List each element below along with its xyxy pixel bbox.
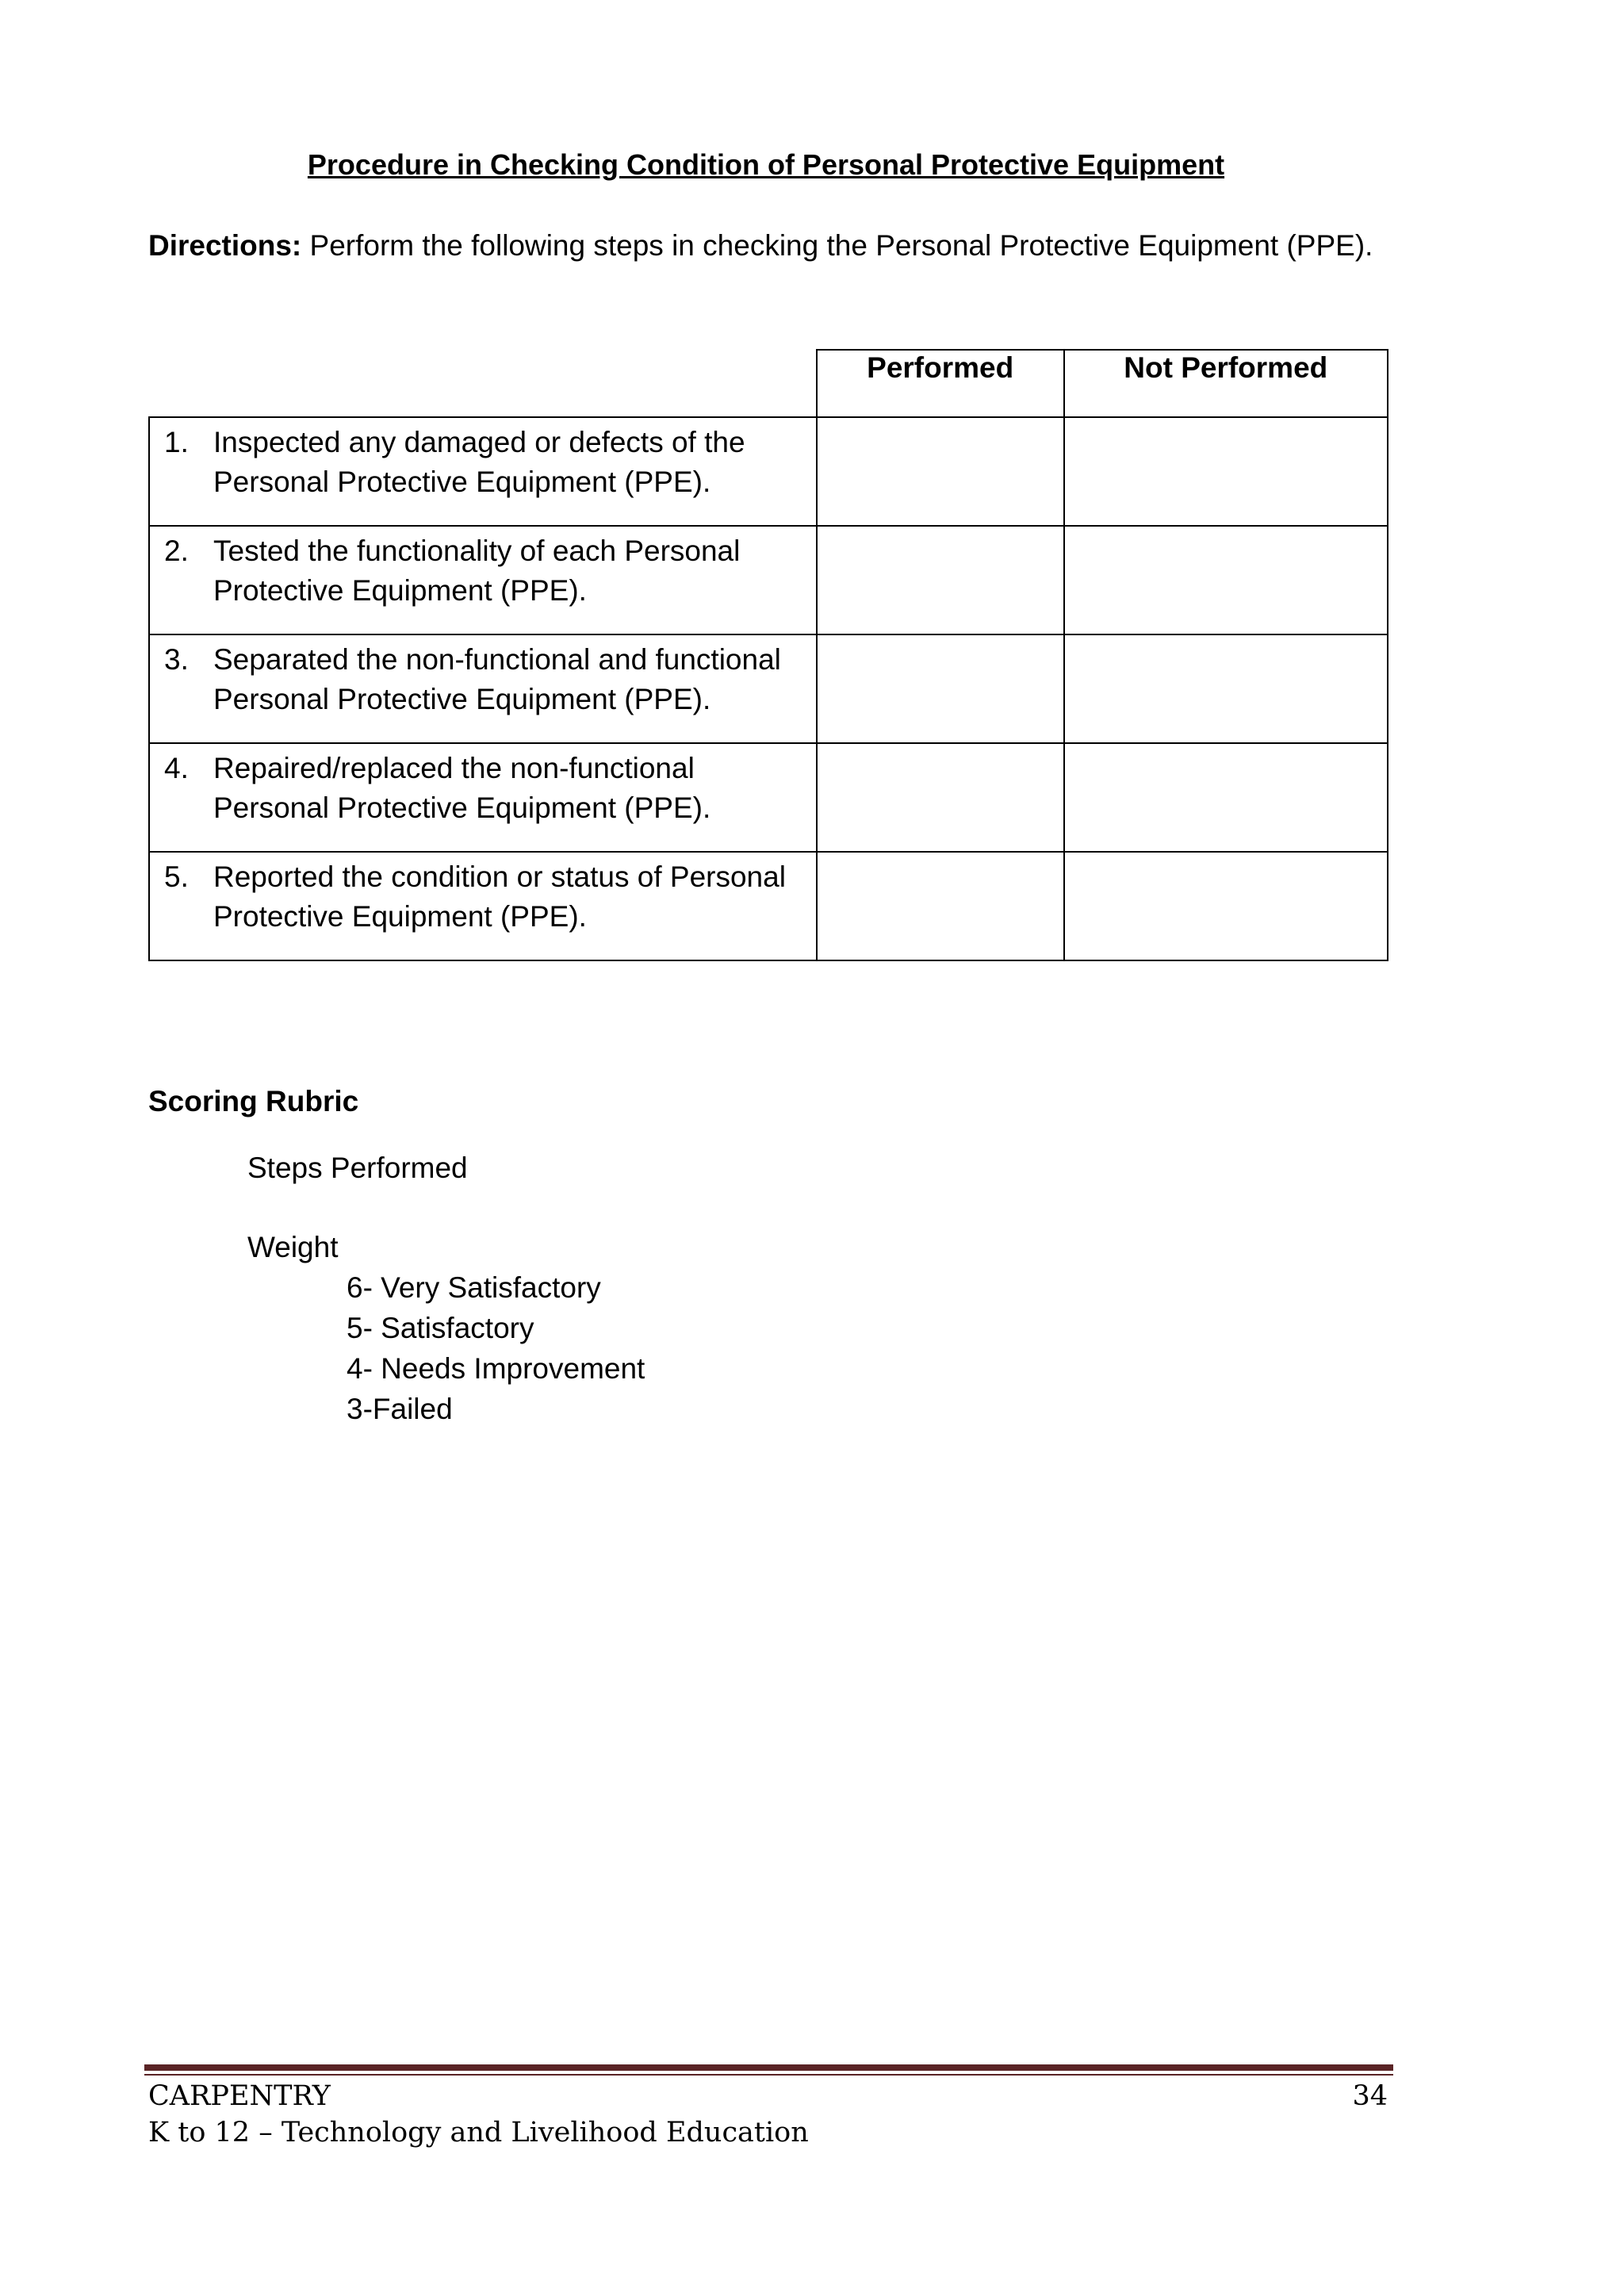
table-row [149, 852, 1388, 960]
step-number: 1. [164, 426, 189, 458]
directions-label: Directions: [148, 229, 302, 262]
step-cell [149, 634, 817, 743]
table-header-row [149, 350, 1388, 417]
step-text: Tested the functionality of each Personal Protective Equipment (PPE). [213, 535, 741, 607]
table-row [149, 526, 1388, 634]
performed-checkbox-cell[interactable] [817, 634, 1064, 743]
not-performed-checkbox-cell[interactable] [1064, 634, 1388, 743]
weight-item: 3-Failed [347, 1393, 453, 1425]
performed-checkbox-cell[interactable] [817, 743, 1064, 852]
step-text: Separated the non-functional and functional Personal Protective Equipment (PPE). [213, 643, 781, 715]
footer-course: K to 12 – Technology and Livelihood Education [148, 2117, 809, 2148]
step-cell [149, 743, 817, 852]
not-performed-checkbox-cell[interactable] [1064, 743, 1388, 852]
performed-checkbox-cell[interactable] [817, 526, 1064, 634]
step-cell [149, 852, 817, 960]
not-performed-checkbox-cell[interactable] [1064, 526, 1388, 634]
header-blank-cell [149, 350, 817, 417]
not-performed-checkbox-cell[interactable] [1064, 417, 1388, 526]
weight-item: 6- Very Satisfactory [347, 1271, 601, 1304]
step-cell [149, 417, 817, 526]
steps-performed-label: Steps Performed [247, 1152, 468, 1184]
footer-rule [144, 2064, 1393, 2071]
table-row [149, 743, 1388, 852]
step-number: 2. [164, 535, 189, 567]
weight-label: Weight [247, 1231, 339, 1263]
performed-checkbox-cell[interactable] [817, 417, 1064, 526]
weight-item: 5- Satisfactory [347, 1312, 534, 1344]
header-not-performed: Not Performed [1064, 350, 1388, 417]
table-row [149, 417, 1388, 526]
directions-text: Perform the following steps in checking the Personal Protective Equipment (PPE). [309, 229, 1373, 262]
procedure-checklist-table [148, 349, 1388, 961]
page-title: Procedure in Checking Condition of Personal Protective Equipment [307, 148, 1225, 181]
step-number: 4. [164, 752, 189, 784]
weight-item: 4- Needs Improvement [347, 1352, 645, 1385]
step-text: Reported the condition or status of Personal Protective Equipment (PPE). [213, 861, 786, 933]
step-cell [149, 526, 817, 634]
step-text: Inspected any damaged or defects of the Personal Protective Equipment (PPE). [213, 426, 745, 498]
scoring-rubric-title: Scoring Rubric [148, 1085, 359, 1117]
not-performed-checkbox-cell[interactable] [1064, 852, 1388, 960]
footer-subject: CARPENTRY [148, 2080, 331, 2112]
step-text: Repaired/replaced the non-functional Personal Protective Equipment (PPE). [213, 752, 711, 824]
step-number: 5. [164, 861, 189, 893]
directions-paragraph [148, 226, 1388, 266]
page-number: 34 [1352, 2080, 1388, 2112]
header-performed: Performed [817, 350, 1064, 417]
footer [148, 2078, 809, 2151]
footer-rule-thin [144, 2074, 1393, 2076]
step-number: 3. [164, 643, 189, 676]
performed-checkbox-cell[interactable] [817, 852, 1064, 960]
weight-list [347, 1267, 645, 1429]
table-row [149, 634, 1388, 743]
